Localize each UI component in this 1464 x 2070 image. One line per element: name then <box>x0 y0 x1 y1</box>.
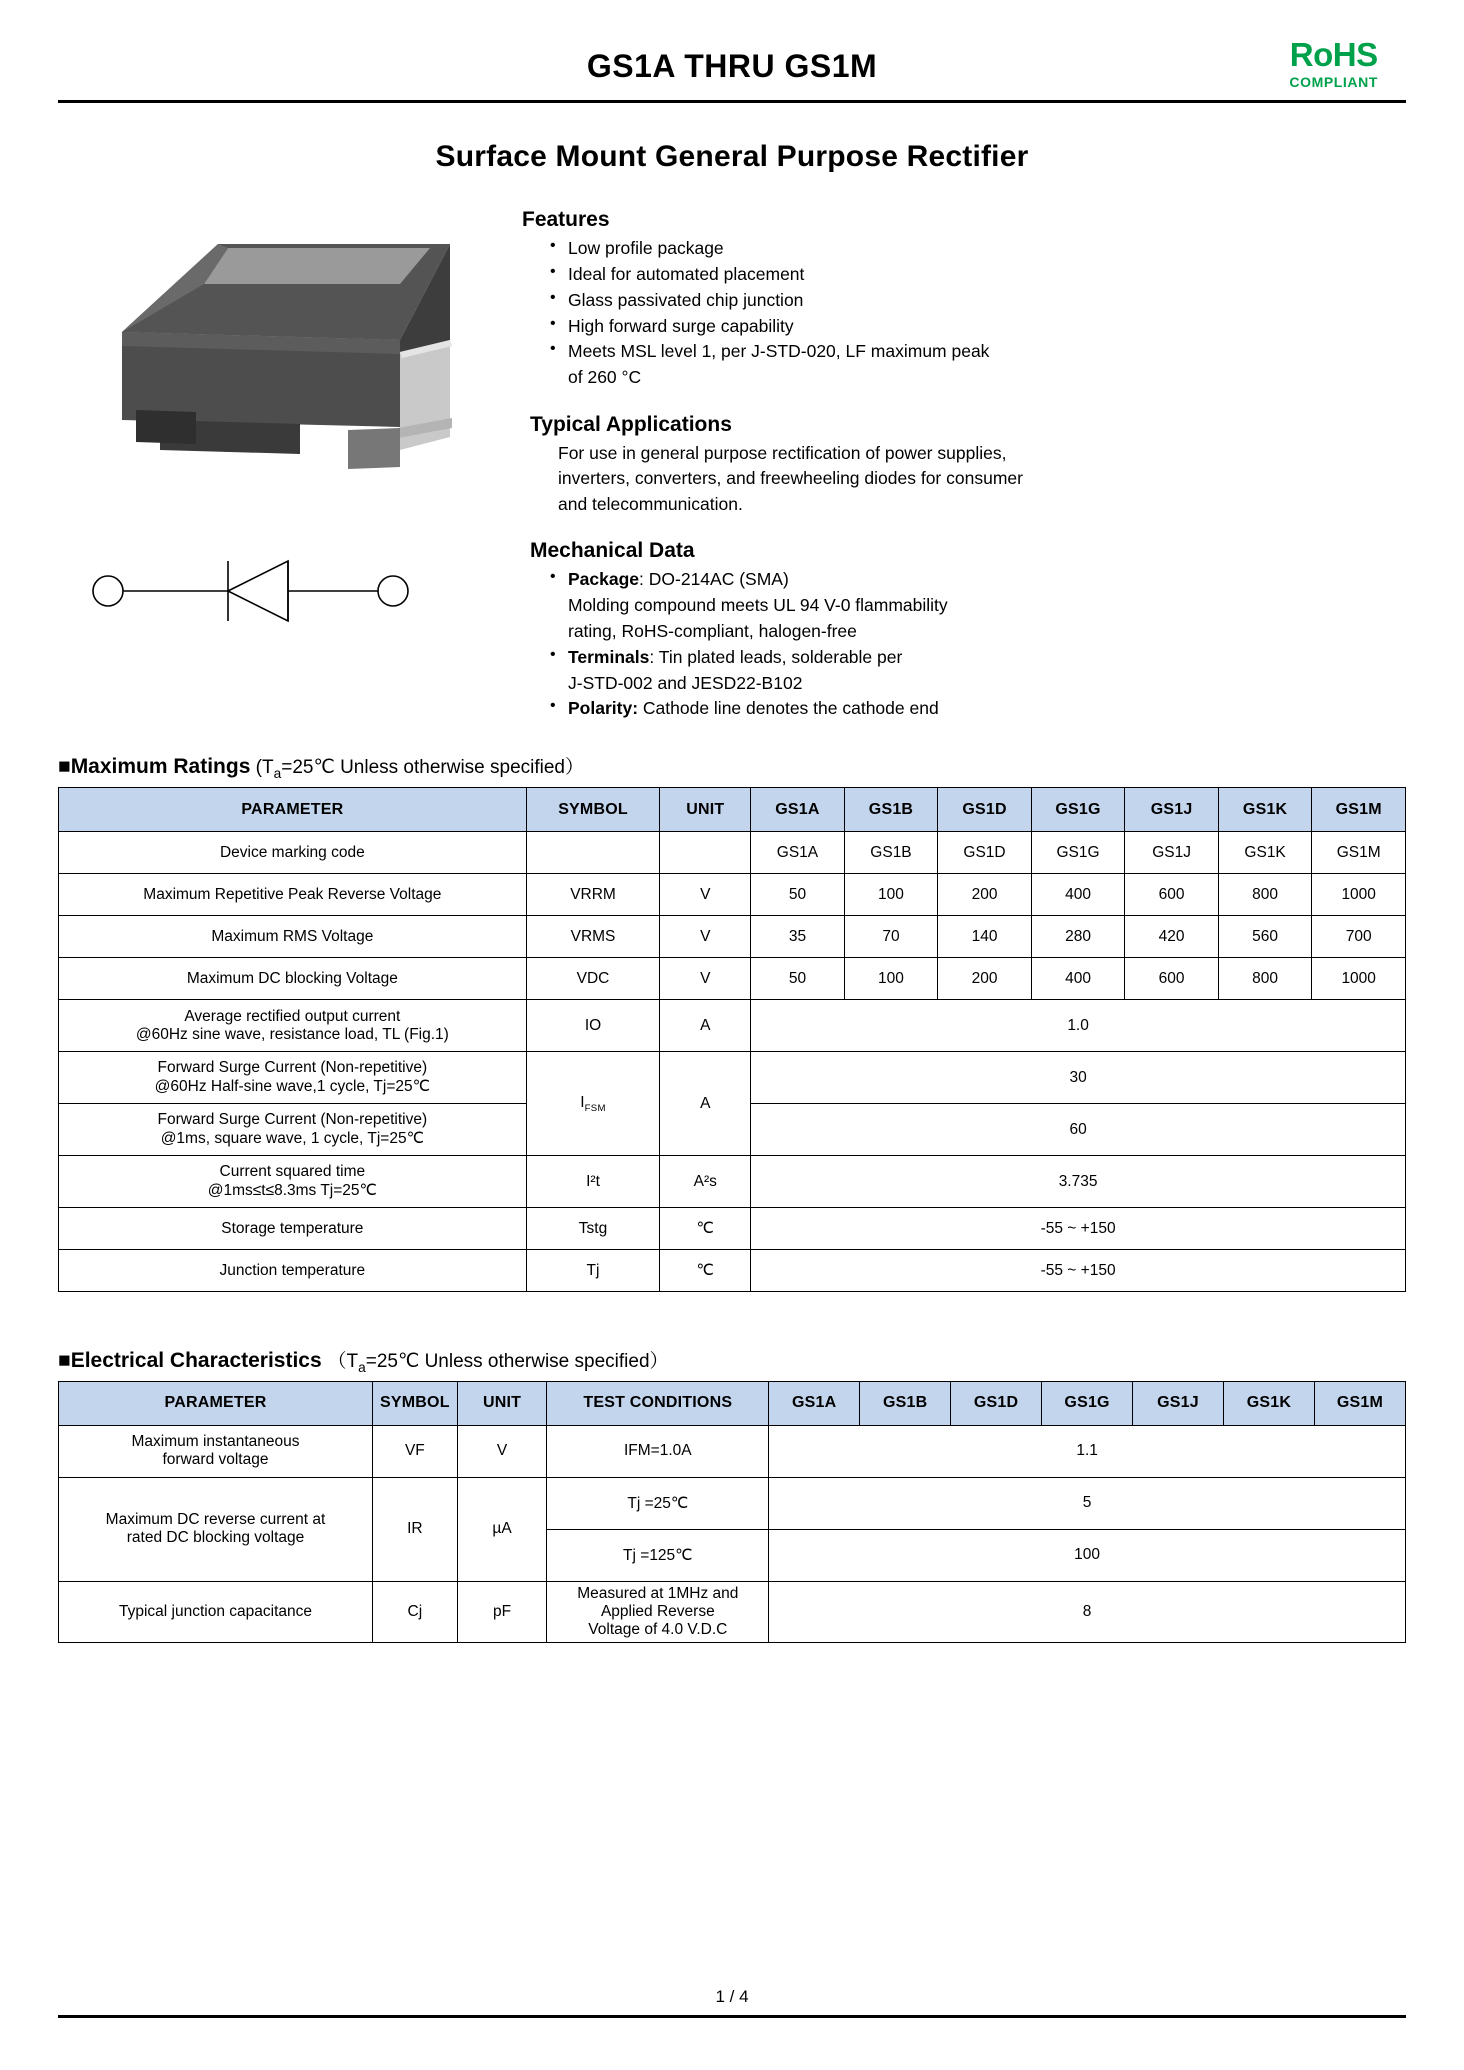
diode-symbol-drawing <box>88 556 518 631</box>
cell-value: GS1G <box>1031 832 1125 874</box>
symbol-main: I <box>580 1093 585 1111</box>
package-label: Package <box>568 569 640 590</box>
cell-value-merged: 5 <box>769 1477 1406 1529</box>
cell-unit: V <box>660 916 751 958</box>
cell-value-merged: 60 <box>751 1104 1406 1156</box>
cell-value: 140 <box>938 916 1032 958</box>
cell-value: 50 <box>751 958 845 1000</box>
col-unit: UNIT <box>660 788 751 832</box>
cell-value: 600 <box>1125 958 1219 1000</box>
table-header-row <box>59 1381 1406 1425</box>
document-title: GS1A THRU GS1M <box>586 48 878 84</box>
elec-char-cond-post: =25℃ Unless otherwise specified） <box>365 1351 669 1373</box>
page-number: 1 / 4 <box>715 1987 749 2006</box>
col-parameter: PARAMETER <box>59 1381 373 1425</box>
cell-parameter <box>59 1477 373 1581</box>
col-gs1k: GS1K <box>1218 788 1312 832</box>
cell-parameter <box>59 1052 527 1104</box>
cell-test-condition: IFM=1.0A <box>547 1425 769 1477</box>
cell-parameter <box>59 1156 527 1208</box>
diode-symbol-svg <box>88 556 418 626</box>
cell-symbol <box>526 832 660 874</box>
condition-line-1: Measured at 1MHz and <box>577 1584 739 1602</box>
sma-package-svg <box>100 222 500 522</box>
col-gs1j: GS1J <box>1133 1381 1224 1425</box>
cell-value: GS1A <box>751 832 845 874</box>
cell-symbol: Cj <box>373 1581 458 1642</box>
intro-section <box>58 208 1406 722</box>
param-line-2: rated DC blocking voltage <box>126 1529 305 1547</box>
cell-value: 100 <box>844 874 938 916</box>
cell-parameter <box>59 1000 527 1052</box>
max-ratings-title: Maximum Ratings <box>70 755 251 779</box>
mechanical-list <box>548 567 1406 721</box>
rohs-compliant-label: COMPLIANT <box>1289 74 1378 90</box>
cell-parameter: Storage temperature <box>59 1208 527 1250</box>
cell-value: GS1M <box>1312 832 1406 874</box>
col-gs1m: GS1M <box>1314 1381 1405 1425</box>
col-gs1k: GS1K <box>1223 1381 1314 1425</box>
bullet-square-icon: ■ <box>58 1349 71 1373</box>
table-row <box>59 874 1406 916</box>
max-ratings-heading <box>58 752 1406 781</box>
cell-value-merged: -55 ~ +150 <box>751 1208 1406 1250</box>
elec-char-heading <box>58 1346 1406 1375</box>
cell-value-merged: 8 <box>769 1581 1406 1642</box>
bullet-square-icon: ■ <box>58 755 71 779</box>
applications-line-3: and telecommunication. <box>558 493 743 514</box>
page-header <box>58 0 1406 110</box>
list-item: • Glass passivated chip junction <box>548 288 1406 313</box>
cell-value-merged: 1.0 <box>751 1000 1406 1052</box>
list-item: • Low profile package <box>548 236 1406 261</box>
applications-line-1: For use in general purpose rectification of power supplies, <box>558 443 1007 464</box>
cell-value: 700 <box>1312 916 1406 958</box>
cell-value-merged: 30 <box>751 1052 1406 1104</box>
rohs-compliant-logo <box>1289 38 1378 89</box>
table-row <box>59 1425 1406 1477</box>
package-line-3: rating, RoHS-compliant, halogen-free <box>568 620 857 641</box>
cell-test-condition: Tj =125℃ <box>547 1529 769 1581</box>
col-gs1a: GS1A <box>769 1381 860 1425</box>
param-line-1: Forward Surge Current (Non-repetitive) <box>157 1059 428 1077</box>
table-row <box>59 916 1406 958</box>
cell-value: 400 <box>1031 958 1125 1000</box>
cell-parameter <box>59 1425 373 1477</box>
table-row <box>59 1477 1406 1529</box>
cell-symbol: VF <box>373 1425 458 1477</box>
cell-unit: ℃ <box>660 1250 751 1292</box>
param-line-2: forward voltage <box>162 1451 269 1469</box>
cell-symbol: Tstg <box>526 1208 660 1250</box>
cell-value: 1000 <box>1312 874 1406 916</box>
param-line-2: @1ms, square wave, 1 cycle, Tj=25℃ <box>160 1130 424 1148</box>
package-illustration-column <box>58 208 518 722</box>
cell-value: GS1B <box>844 832 938 874</box>
cell-test-condition <box>547 1581 769 1642</box>
table-row <box>59 832 1406 874</box>
header-divider <box>58 100 1406 103</box>
param-line-2: @60Hz Half-sine wave,1 cycle, Tj=25℃ <box>154 1078 431 1096</box>
cell-value: 70 <box>844 916 938 958</box>
table-row <box>59 1052 1406 1104</box>
cell-value: 1000 <box>1312 958 1406 1000</box>
table-header-row <box>59 788 1406 832</box>
mechanical-heading: Mechanical Data <box>530 539 695 563</box>
table-row <box>59 1208 1406 1250</box>
max-ratings-cond-post: =25℃ Unless otherwise specified） <box>281 757 585 779</box>
table-row <box>59 1156 1406 1208</box>
cell-value: 400 <box>1031 874 1125 916</box>
cell-value: 200 <box>938 874 1032 916</box>
cell-value: 600 <box>1125 874 1219 916</box>
list-item-polarity <box>548 696 1406 721</box>
cell-value: 100 <box>844 958 938 1000</box>
condition-line-3: Voltage of 4.0 V.D.C <box>588 1620 728 1638</box>
col-parameter: PARAMETER <box>59 788 527 832</box>
cell-symbol: VDC <box>526 958 660 1000</box>
cell-value: GS1D <box>938 832 1032 874</box>
cell-symbol: VRMS <box>526 916 660 958</box>
features-list <box>548 236 1406 390</box>
cell-value: 560 <box>1218 916 1312 958</box>
cell-symbol: Tj <box>526 1250 660 1292</box>
package-value: : DO-214AC (SMA) <box>639 569 789 590</box>
rohs-label: RoHS <box>1289 36 1378 73</box>
param-line-1: Current squared time <box>219 1163 366 1181</box>
page-subtitle: Surface Mount General Purpose Rectifier <box>435 140 1029 173</box>
list-item: • Ideal for automated placement <box>548 262 1406 287</box>
cell-symbol: I²t <box>526 1156 660 1208</box>
specs-text-column <box>518 208 1406 722</box>
cell-value: 200 <box>938 958 1032 1000</box>
param-line-2: @60Hz sine wave, resistance load, TL (Fig.1) <box>135 1025 449 1043</box>
elec-char-table <box>58 1381 1406 1643</box>
cell-parameter: Maximum DC blocking Voltage <box>59 958 527 1000</box>
footer-divider <box>58 2015 1406 2018</box>
list-item-continuation: of 260 °C <box>568 367 642 388</box>
col-gs1d: GS1D <box>938 788 1032 832</box>
max-ratings-cond-pre: (T <box>250 757 274 779</box>
elec-char-title: Electrical Characteristics <box>70 1349 322 1373</box>
polarity-value: Cathode line denotes the cathode end <box>638 698 939 719</box>
cell-unit: V <box>660 874 751 916</box>
cell-unit: ℃ <box>660 1208 751 1250</box>
cell-unit: A <box>660 1052 751 1156</box>
table-row <box>59 1581 1406 1642</box>
cell-value: 50 <box>751 874 845 916</box>
list-item-package <box>548 567 1406 592</box>
cell-symbol: IR <box>373 1477 458 1581</box>
cell-parameter: Typical junction capacitance <box>59 1581 373 1642</box>
elec-char-cond-pre: （T <box>327 1351 359 1373</box>
package-line-2: Molding compound meets UL 94 V-0 flammability <box>568 595 948 616</box>
col-gs1b: GS1B <box>860 1381 951 1425</box>
terminals-line-2: J-STD-002 and JESD22-B102 <box>568 672 803 693</box>
param-line-1: Average rectified output current <box>184 1007 401 1025</box>
table-row <box>59 1000 1406 1052</box>
table-row <box>59 958 1406 1000</box>
applications-heading: Typical Applications <box>530 413 732 437</box>
features-heading: Features <box>522 208 610 231</box>
col-gs1d: GS1D <box>951 1381 1042 1425</box>
col-gs1j: GS1J <box>1125 788 1219 832</box>
elec-char-table-block <box>58 1381 1406 1643</box>
col-symbol: SYMBOL <box>526 788 660 832</box>
param-line-1: Maximum DC reverse current at <box>105 1511 326 1529</box>
cell-value: 280 <box>1031 916 1125 958</box>
page-footer <box>58 1987 1406 2018</box>
applications-line-2: inverters, converters, and freewheeling diodes for consumer <box>558 468 1023 489</box>
cell-parameter: Maximum RMS Voltage <box>59 916 527 958</box>
col-gs1g: GS1G <box>1042 1381 1133 1425</box>
cell-value-merged: 100 <box>769 1529 1406 1581</box>
cell-unit: µA <box>457 1477 547 1581</box>
cell-unit: pF <box>457 1581 547 1642</box>
list-item-terminals <box>548 645 1406 670</box>
cell-parameter: Junction temperature <box>59 1250 527 1292</box>
package-3d-drawing <box>100 222 500 522</box>
cell-value: 800 <box>1218 874 1312 916</box>
col-gs1b: GS1B <box>844 788 938 832</box>
cell-symbol: IO <box>526 1000 660 1052</box>
terminals-value: : Tin plated leads, solderable per <box>649 646 903 667</box>
col-unit: UNIT <box>457 1381 547 1425</box>
param-line-2: @1ms≤t≤8.3ms Tj=25℃ <box>207 1182 377 1200</box>
cell-value: GS1K <box>1218 832 1312 874</box>
cell-value: 800 <box>1218 958 1312 1000</box>
symbol-subscript: FSM <box>584 1102 606 1114</box>
cell-value: 420 <box>1125 916 1219 958</box>
cell-parameter <box>59 1104 527 1156</box>
cell-unit: V <box>457 1425 547 1477</box>
cell-value: GS1J <box>1125 832 1219 874</box>
cell-parameter: Maximum Repetitive Peak Reverse Voltage <box>59 874 527 916</box>
terminals-label: Terminals <box>568 646 650 667</box>
condition-line-2: Applied Reverse <box>600 1602 715 1620</box>
table-row <box>59 1250 1406 1292</box>
col-gs1g: GS1G <box>1031 788 1125 832</box>
cell-test-condition: Tj =25℃ <box>547 1477 769 1529</box>
param-line-1: Forward Surge Current (Non-repetitive) <box>157 1111 428 1129</box>
list-item: • Meets MSL level 1, per J-STD-020, LF maximum peak <box>548 339 1406 364</box>
cell-unit: A²s <box>660 1156 751 1208</box>
cell-value-merged: -55 ~ +150 <box>751 1250 1406 1292</box>
col-symbol: SYMBOL <box>373 1381 458 1425</box>
polarity-label: Polarity: <box>568 698 639 719</box>
max-ratings-table-block <box>58 787 1406 1292</box>
cell-unit: V <box>660 958 751 1000</box>
cell-value-merged: 1.1 <box>769 1425 1406 1477</box>
col-gs1a: GS1A <box>751 788 845 832</box>
cell-symbol <box>526 1052 660 1156</box>
cell-value-merged: 3.735 <box>751 1156 1406 1208</box>
cell-symbol: VRRM <box>526 874 660 916</box>
col-test-conditions: TEST CONDITIONS <box>547 1381 769 1425</box>
max-ratings-table <box>58 787 1406 1292</box>
cell-unit <box>660 832 751 874</box>
list-item: • High forward surge capability <box>548 314 1406 339</box>
cell-value: 35 <box>751 916 845 958</box>
col-gs1m: GS1M <box>1312 788 1406 832</box>
elec-char-cond-sub: a <box>358 1359 366 1375</box>
cell-parameter: Device marking code <box>59 832 527 874</box>
cell-unit: A <box>660 1000 751 1052</box>
max-ratings-cond-sub: a <box>273 766 282 782</box>
param-line-1: Maximum instantaneous <box>131 1433 300 1451</box>
